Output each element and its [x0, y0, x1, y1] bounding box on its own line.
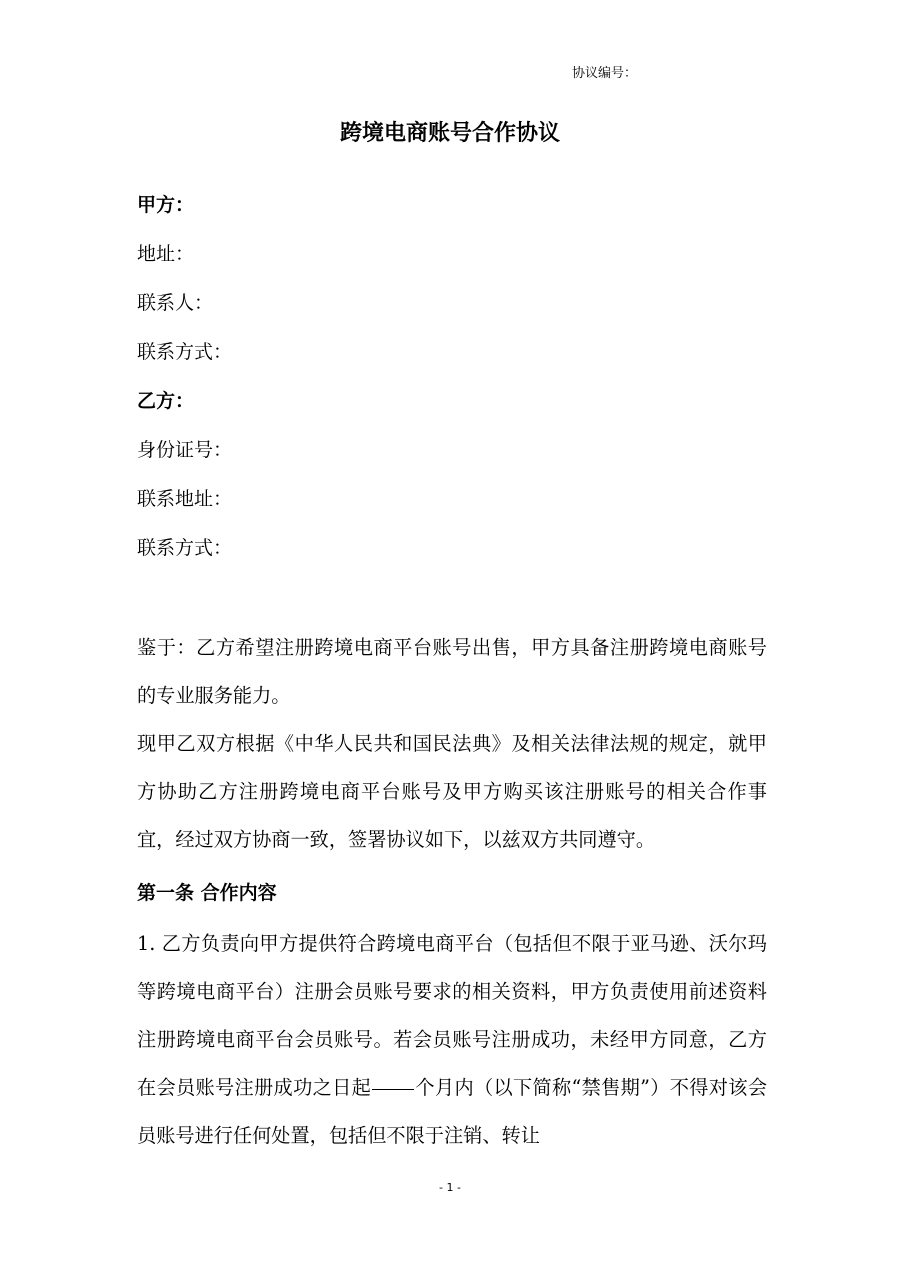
party-b-address-label: 联系地址： — [137, 488, 233, 510]
party-b-heading: 乙方： — [137, 390, 195, 412]
party-a-contact-method-label: 联系方式： — [137, 341, 233, 363]
party-b-id-label: 身份证号： — [137, 439, 233, 461]
whereas-paragraph: 鉴于：乙方希望注册跨境电商平台账号出售，甲方具备注册跨境电商账号的专业服务能力。 — [137, 636, 767, 707]
clause-1-text-after-blank: 个月内（以下简称“禁售期”）不得对该会员账号进行任何处置，包括但不限于注销、转让 — [137, 1076, 768, 1147]
article-1-clause-1 — [137, 920, 767, 1160]
party-a-address-label: 地址： — [137, 243, 195, 265]
party-b-contact-method-label: 联系方式： — [137, 537, 233, 559]
clause-1-text-before-blank: 1. 乙方负责向甲方提供符合跨境电商平台（包括但不限于亚马逊、沃尔玛等跨境电商平台）注册会员账号要求的相关资料，甲方负责使用前述资料注册跨境电商平台会员账号。若会员账号注册成功，未经甲方同意，乙方在会员账号注册成功之日起 — [137, 932, 767, 1099]
basis-paragraph: 现甲乙双方根据《中华人民共和国民法典》及相关法律法规的规定，就甲方协助乙方注册跨境电商平台账号及甲方购买该注册账号的相关合作事宜，经过双方协商一致，签署协议如下，以兹双方共同遵守。 — [137, 732, 767, 851]
agreement-number-label: 协议编号： — [572, 66, 638, 81]
months-blank-line — [372, 1088, 414, 1090]
party-a-contact-person-label: 联系人： — [137, 292, 214, 314]
document-title: 跨境电商账号合作协议 — [339, 121, 560, 146]
page-number: - 1 - — [439, 1181, 461, 1194]
party-a-heading: 甲方： — [137, 194, 195, 216]
article-1-heading: 第一条 合作内容 — [137, 882, 277, 904]
